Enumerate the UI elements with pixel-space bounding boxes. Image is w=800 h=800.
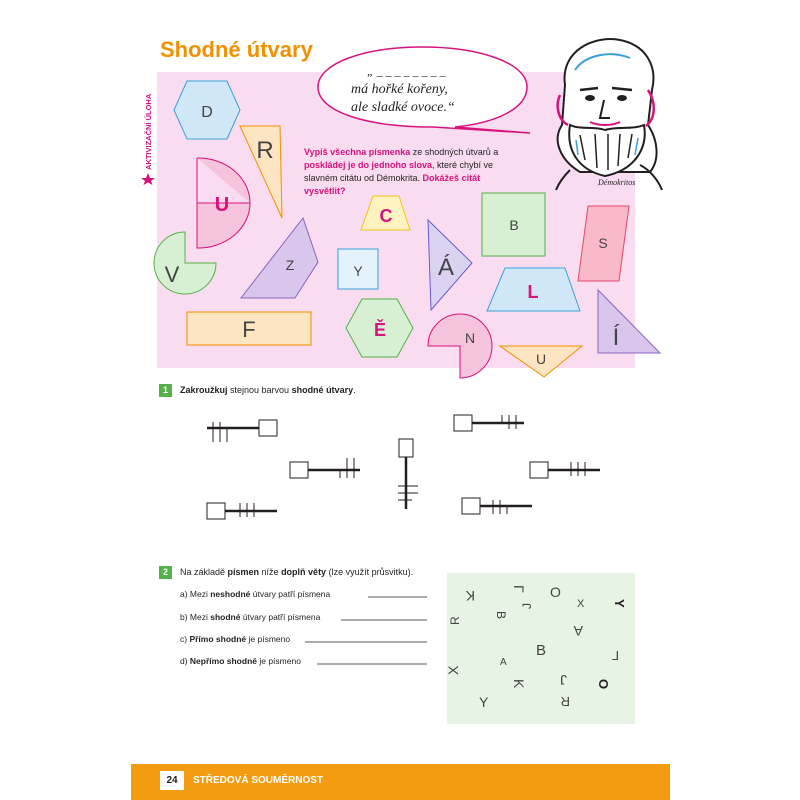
task-2-bold-2: doplň věty <box>281 567 327 577</box>
chapter-title: STŘEDOVÁ SOUMĚRNOST <box>193 775 324 786</box>
question-a-bold: neshodné <box>210 589 251 599</box>
task-2-text <box>180 566 413 579</box>
key-figure <box>398 439 418 509</box>
key-figures <box>207 415 600 519</box>
question-b-bold: shodné <box>210 612 241 622</box>
instruction-bold-1: Vypiš všechna písmenka <box>304 147 411 157</box>
task-1-bold-2: shodné útvary <box>291 385 354 395</box>
letter-f: F <box>242 317 256 342</box>
key-figure <box>530 462 600 478</box>
question-d-suffix: je písmeno <box>256 656 301 666</box>
quote-line-1: „ _ _ _ _ _ _ _ _ <box>367 64 446 78</box>
triangle-i <box>598 290 660 353</box>
task-1-bold-1: Zakroužkuj <box>180 385 228 395</box>
box-letter: Y <box>479 694 489 710</box>
letter-u1: U <box>214 194 230 216</box>
question-d <box>180 655 301 667</box>
task-2-bold-1: písmen <box>227 567 260 577</box>
key-figure <box>207 503 277 519</box>
box-letter: K <box>511 679 527 689</box>
key-figure <box>454 415 524 431</box>
page-title: Shodné útvary <box>160 37 313 62</box>
letter-c: C <box>379 206 393 226</box>
task-1-text <box>180 384 356 397</box>
side-label-text: AKTIVIZAČNÍ ÚLOHA <box>144 93 153 170</box>
page-number: 24 <box>160 771 184 790</box>
question-c-prefix: c) <box>180 634 190 644</box>
task-1-number: 1 <box>159 384 172 397</box>
box-letter: B <box>536 642 547 659</box>
question-b-prefix: b) Mezi <box>180 612 211 622</box>
letter-v: V <box>164 262 180 287</box>
question-b-suffix: útvary patří písmena <box>240 612 321 622</box>
letter-i: Í <box>612 324 620 351</box>
question-a-suffix: útvary patří písmena <box>250 589 331 599</box>
letter-z: Z <box>285 257 295 273</box>
task-2-number: 2 <box>159 566 172 579</box>
letter-n: N <box>464 330 476 346</box>
letter-r: R <box>256 137 274 164</box>
box-letter: J <box>520 603 534 609</box>
box-letter: B <box>494 611 508 620</box>
question-a-prefix: a) Mezi <box>180 589 211 599</box>
letter-a: Á <box>437 254 455 281</box>
letter-l: L <box>527 282 539 302</box>
task-2-text-1: Na základě <box>180 567 228 577</box>
instruction-text-1: ze shodných útvarů a <box>410 147 499 157</box>
question-c-bold: Přímo shodné <box>189 634 247 644</box>
box-letter: O <box>550 584 561 600</box>
box-letter: X <box>577 598 585 610</box>
quote-line-3: ale sladké ovoce.“ <box>351 100 455 115</box>
box-letter: A <box>500 657 507 668</box>
philosopher-caption: Démokritos <box>598 178 636 187</box>
key-figure <box>207 420 277 442</box>
letter-e: Ě <box>373 320 387 340</box>
box-letter: X <box>445 665 461 675</box>
box-letter: Γ <box>511 585 527 593</box>
question-c <box>180 633 290 645</box>
task-2-text-2: níže <box>259 567 282 577</box>
box-letter: K <box>465 588 475 604</box>
quote-line-2: má hořké kořeny, <box>351 82 448 97</box>
box-letter: O <box>596 679 611 690</box>
question-c-suffix: je písmeno <box>246 634 291 644</box>
instruction-text-2: , které chybí ve slavném citátu od Démokrita. <box>304 160 494 183</box>
task-1-text-1: stejnou barvou <box>227 385 292 395</box>
question-d-prefix: d) <box>180 656 190 666</box>
task-2-text-3: (lze využít průsvitku). <box>326 567 414 577</box>
question-a <box>180 588 330 600</box>
question-b <box>180 611 320 623</box>
instruction-bold-2: poskládej je do jednoho slova <box>304 160 433 170</box>
letter-d: D <box>201 104 213 121</box>
letter-y: Y <box>353 263 363 279</box>
task-1-text-2: . <box>353 385 356 395</box>
question-d-bold: Nepřímo shodné <box>189 656 257 666</box>
box-letter: A <box>573 623 583 639</box>
letters-box <box>447 573 635 724</box>
box-letter: Γ <box>611 648 619 663</box>
letter-u2: U <box>535 351 547 367</box>
key-figure <box>290 458 360 478</box>
box-letter: R <box>448 616 462 625</box>
box-letter: R <box>560 694 570 709</box>
sector-n <box>428 314 492 378</box>
answer-lines <box>305 597 427 664</box>
box-letter: J <box>560 672 567 688</box>
letter-b: B <box>509 217 519 233</box>
key-figure <box>462 498 532 514</box>
instruction-bold-3: Dokážeš citát vysvětlit? <box>304 173 481 196</box>
box-letter: Y <box>612 599 627 608</box>
letter-s: S <box>598 235 608 251</box>
triangle-z <box>241 218 318 298</box>
